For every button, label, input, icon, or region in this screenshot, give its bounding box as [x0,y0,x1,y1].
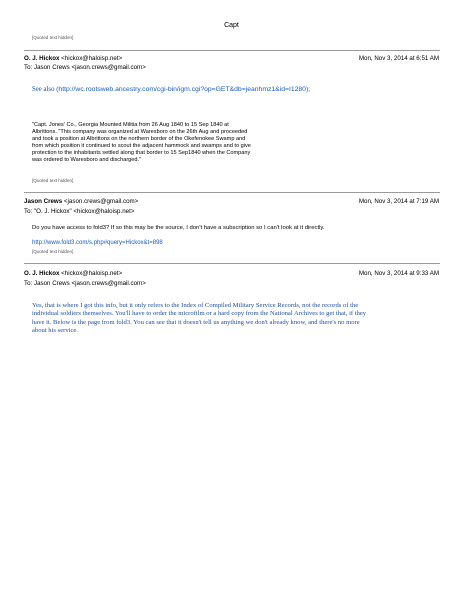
excerpt-line: was ordered to Waresboro and discharged." [32,156,142,163]
message-date: Mon, Nov 3, 2014 at 6:51 AM [358,55,439,62]
message-date: Mon, Nov 3, 2014 at 9:33 AM [358,270,439,277]
divider [24,192,440,193]
see-also-link[interactable]: (http://wc.rootsweb.ancestry.com/cgi-bin/igm.cgi?op=GET&db=jeanhmz1&id=I1280); [56,86,311,93]
sender-email: <hickox@haloisp.net> [61,55,123,62]
body-line: individual soldiers themselves. You'll have to order the microfilm or a hard copy from the National Archives to get that, if they [32,310,367,318]
sender-name: O. J. Hickox [24,55,60,62]
fold3-link[interactable]: http://www.fold3.com/s.php#query=Hickox&t=898 [32,240,163,246]
document-title: Capt [224,22,239,29]
recipient-line: To: Jason Crews <jason.crews@gmail.com> [24,280,146,287]
message-date: Mon, Nov 3, 2014 at 7:19 AM [358,198,439,205]
see-also-line [32,86,310,93]
excerpt-line: "Capt. Jones' Co., Georgia Mounted Militia from 26 Aug 1840 to 15 Sep 1840 at [32,122,229,128]
sender-line [24,55,122,62]
excerpt-line: from which position it continued to scout the adjacent hammock and swamps and to give [32,142,251,149]
quoted-text-hidden[interactable]: [Quoted text hidden] [32,249,74,254]
see-also-prefix: See also [32,86,55,93]
quoted-text-hidden[interactable]: [Quoted text hidden] [32,178,74,183]
sender-line [24,270,122,277]
excerpt-line: and took a position at Albrittons on the northern border of the Okefenokee Swamp and [32,135,246,142]
sender-email: <hickox@haloisp.net> [61,270,123,277]
quoted-text-hidden[interactable]: [Quoted text hidden] [32,35,74,40]
sender-name: O. J. Hickox [24,270,60,277]
excerpt-line: protection to the inhabitants settled along that border to 15 Sep1840 when the Company [32,149,251,156]
recipient-line: To: "O. J. Hickox" <hickox@haloisp.net> [24,208,135,215]
quoted-excerpt [32,122,332,163]
recipient-line: To: Jason Crews <jason.crews@gmail.com> [24,64,146,71]
reply-body [32,302,420,336]
body-line: have it. Below is the page from fold3. You can see that it doesn't tell us anything we don't already know, and there's no more [32,318,360,326]
message-body: Do you have access to fold3? If so this may be the source, I don't have a subscription so I can't look at it directly. [32,225,325,231]
divider [24,50,440,51]
excerpt-line: Albrittons. "This company was organized at Waresboro on the 26th Aug and proceeded [32,128,248,135]
body-line: Yes, that is where I got this info, but it only refers to the Index of Compiled Military Service Records, not the records of the [32,302,359,309]
divider [24,263,440,264]
sender-line [24,198,138,205]
body-line: about his service. [32,327,78,335]
sender-name: Jason Crews [24,198,63,205]
sender-email: <jason.crews@gmail.com> [63,198,139,205]
